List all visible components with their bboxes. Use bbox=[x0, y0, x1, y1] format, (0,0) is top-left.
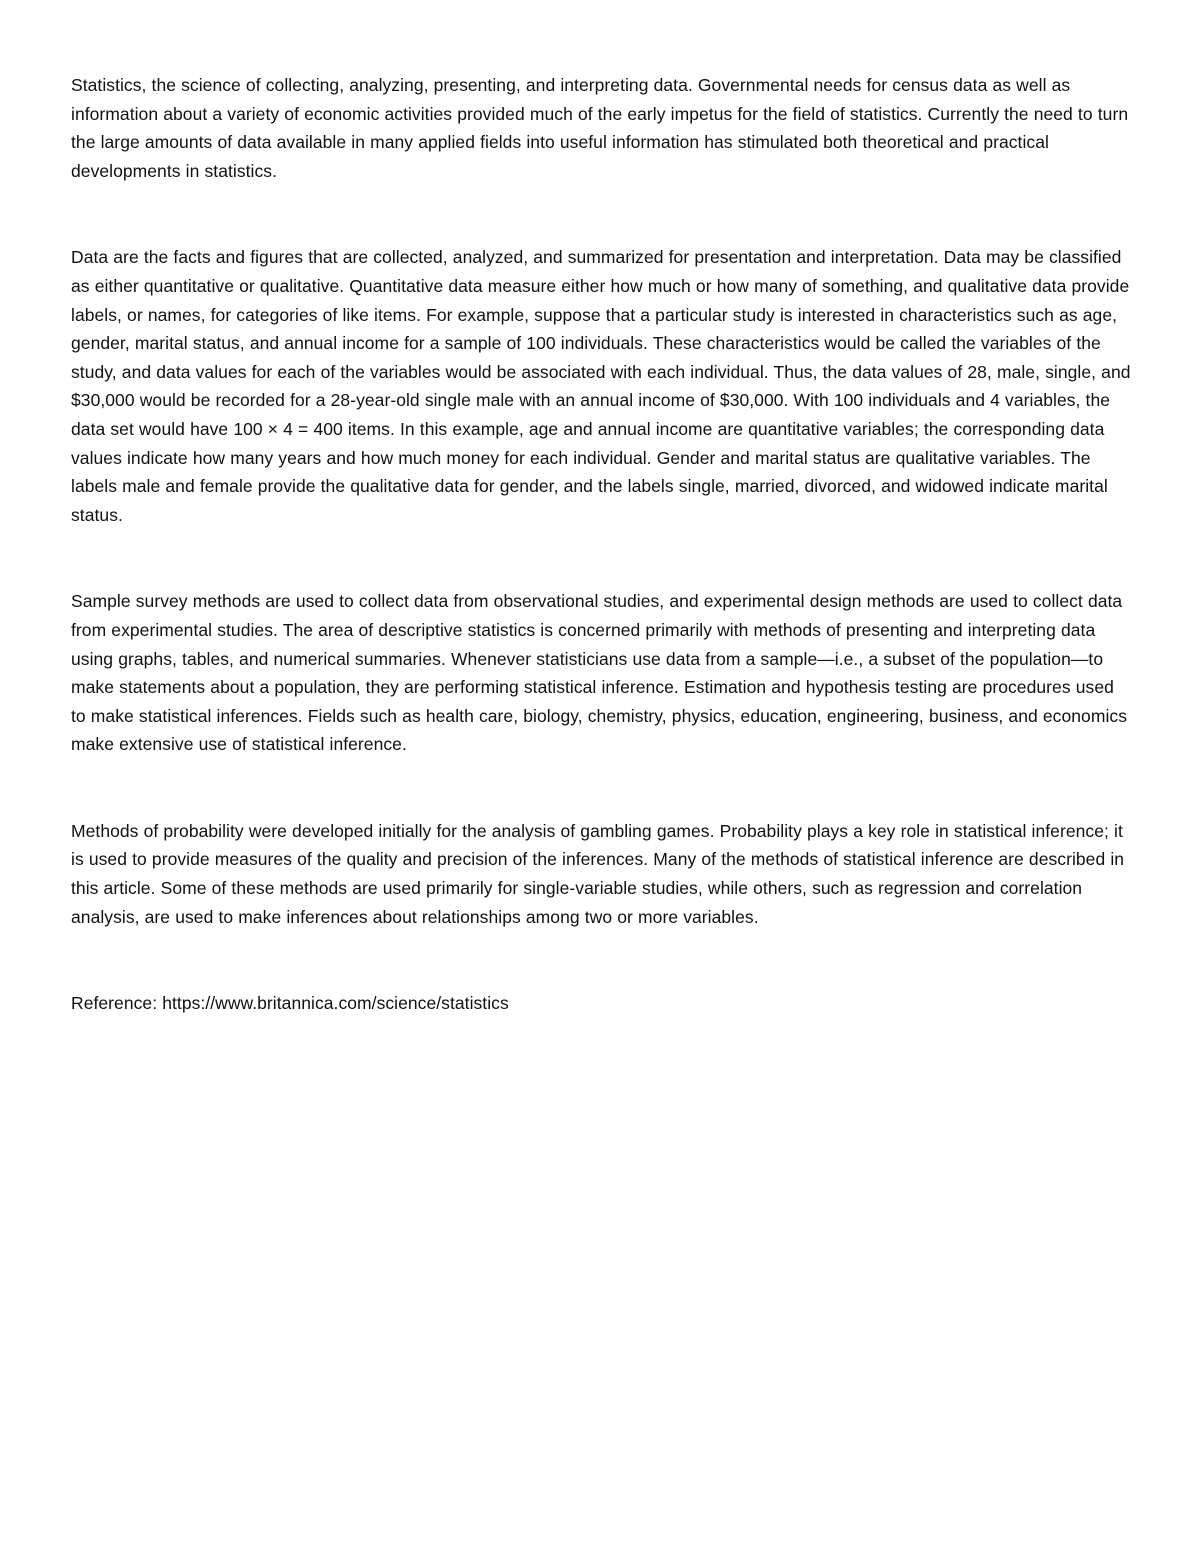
paragraph-probability: Methods of probability were developed initially for the analysis of gambling games. Probability plays a key role in statistical inference; it is used to provide measures of the quality and precision of the inferences. Many of the methods of statistical inference are described in this article. Some of these methods are used primarily for single-variable studies, while others, such as regression and correlation analysis, are used to make inferences about relationships among two or more variables. bbox=[71, 820, 1125, 927]
reference-line: Reference: https://www.britannica.com/science/statistics bbox=[71, 993, 509, 1014]
paragraph-survey-methods: Sample survey methods are used to collect data from observational studies, and experimental design methods are used to collect data from experimental studies. The area of descriptive statistics is concerned primarily with methods of presenting and interpreting data using graphs, tables, and numerical summaries. Whenever statisticians use data from a sample—i.e., a subset of the population—to make statements about a population, they are performing statistical inference. Estimation and hypothesis testing are procedures used to make statistical inferences. Fields such as health care, biology, chemistry, physics, education, engineering, business, and economics make extensive use of statistical inference. bbox=[71, 591, 1127, 755]
paragraph-statistics-definition: Statistics, the science of collecting, analyzing, presenting, and interpreting data. Governmental needs for census data as well as information about a variety of economic activities provided much of the early impetus for the field of statistics. Currently the need to turn the large amounts of data available in many applied fields into useful information has stimulated both theoretical and practical developments in statistics. bbox=[71, 75, 1129, 181]
document-page bbox=[71, 71, 1133, 1018]
paragraph-data-types: Data are the facts and figures that are collected, analyzed, and summarized for presentation and interpretation. Data may be classified as either quantitative or qualitative. Quantitative data measure either how much or how many of something, and qualitative data provide labels, or names, for categories of like items. For example, suppose that a particular study is interested in characteristics such as age, gender, marital status, and annual income for a sample of 100 individuals. These characteristics would be called the variables of the study, and data values for each of the variables would be associated with each individual. Thus, the data values of 28, male, single, and $30,000 would be recorded for a 28-year-old single male with an annual income of $30,000. With 100 individuals and 4 variables, the data set would have 100 × 4 = 400 items. In this example, age and annual income are quantitative variables; the corresponding data values indicate how many years and how much money for each individual. Gender and marital status are qualitative variables. The labels male and female provide the qualitative data for gender, and the labels single, married, divorced, and widowed indicate marital status. bbox=[71, 247, 1131, 525]
